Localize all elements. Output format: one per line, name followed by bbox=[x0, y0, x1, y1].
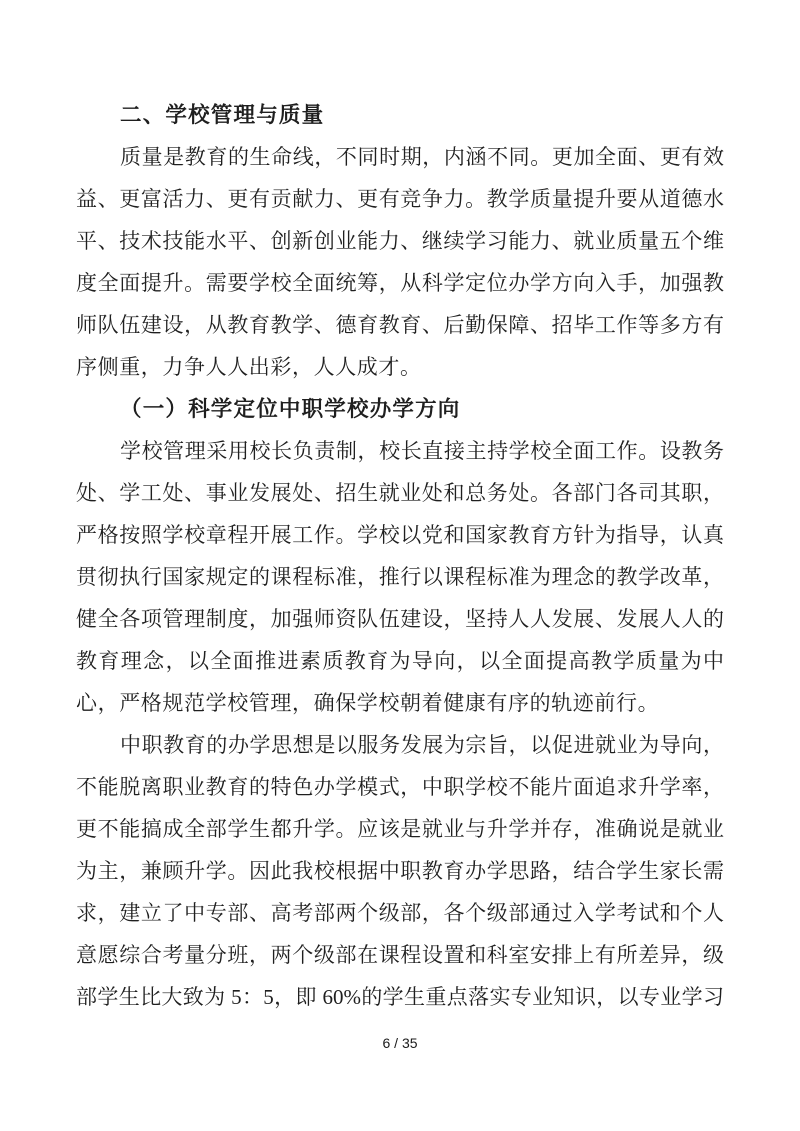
heading-line: （一）科学定位中职学校办学方向 bbox=[120, 397, 461, 421]
text-line: 不能脱离职业教育的特色办学模式，中职学校不能片面追求升学率， bbox=[76, 775, 724, 799]
page-number: 6 / 35 bbox=[382, 1035, 418, 1051]
text-line: 益、更富活力、更有贡献力、更有竞争力。教学质量提升要从道德水 bbox=[76, 187, 724, 211]
text-line: 健全各项管理制度，加强师资队伍建设，坚持人人发展、发展人人的 bbox=[76, 607, 724, 631]
text-line: 求，建立了中专部、高考部两个级部，各个级部通过入学考试和个人 bbox=[76, 901, 724, 925]
text-line: 平、技术技能水平、创新创业能力、继续学习能力、就业质量五个维 bbox=[76, 229, 724, 253]
text-line: 为主，兼顾升学。因此我校根据中职教育办学思路，结合学生家长需 bbox=[76, 859, 724, 883]
text-line: 中职教育的办学思想是以服务发展为宗旨，以促进就业为导向， bbox=[120, 733, 724, 757]
text-line: 意愿综合考量分班，两个级部在课程设置和科室安排上有所差异，级 bbox=[76, 943, 724, 967]
text-line: 度全面提升。需要学校全面统筹，从科学定位办学方向入手，加强教 bbox=[76, 271, 724, 295]
text-line: 师队伍建设，从教育教学、德育教育、后勤保障、招毕工作等多方有 bbox=[76, 313, 724, 337]
text-line: 学校管理采用校长负责制，校长直接主持学校全面工作。设教务 bbox=[120, 439, 724, 463]
text-line: 教育理念，以全面推进素质教育为导向，以全面提高教学质量为中 bbox=[76, 649, 724, 673]
heading-line: 二、学校管理与质量 bbox=[120, 103, 325, 127]
text-line: 处、学工处、事业发展处、招生就业处和总务处。各部门各司其职， bbox=[76, 481, 724, 505]
page-footer bbox=[0, 1032, 800, 1054]
text-line: 心，严格规范学校管理，确保学校朝着健康有序的轨迹前行。 bbox=[76, 691, 660, 715]
document-body bbox=[76, 94, 724, 1018]
text-line: 质量是教育的生命线，不同时期，内涵不同。更加全面、更有效 bbox=[120, 145, 724, 169]
text-line: 贯彻执行国家规定的课程标准，推行以课程标准为理念的教学改革， bbox=[76, 565, 724, 589]
text-line: 部学生比大致为 5：5，即 60%的学生重点落实专业知识，以专业学习 bbox=[76, 985, 724, 1009]
text-line: 严格按照学校章程开展工作。学校以党和国家教育方针为指导，认真 bbox=[76, 523, 724, 547]
text-line: 更不能搞成全部学生都升学。应该是就业与升学并存，准确说是就业 bbox=[76, 817, 724, 841]
text-line: 序侧重，力争人人出彩，人人成才。 bbox=[76, 355, 422, 379]
